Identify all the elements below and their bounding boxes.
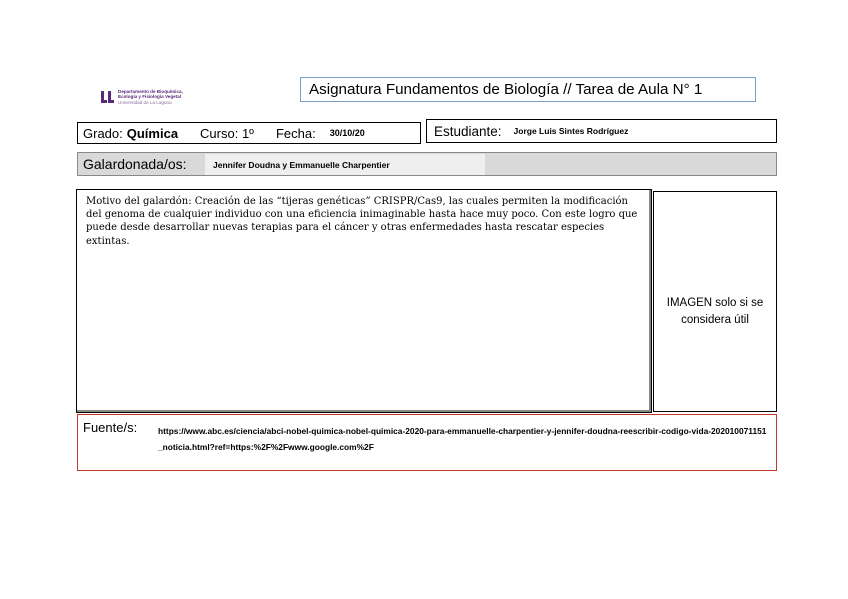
awardees-row: [77, 152, 777, 176]
fecha-value: 30/10/20: [329, 128, 365, 138]
awardees-value: Jennifer Doudna y Emmanuelle Charpentier: [213, 160, 390, 170]
fecha-label: Fecha:: [275, 125, 316, 141]
motive-text: Motivo del galardón: Creación de las “tijeras genéticas” CRISPR/Cas9, las cuales permiten la modificación del genoma de cualquier individuo con una eficiencia inimaginable hasta hace muy poco. Con este logro que puede desde desarrollar nuevas terapias para el cáncer y otras enfermedades hasta rescatar especies extintas.: [76, 189, 652, 413]
image-placeholder-box: [653, 191, 777, 412]
source-label: Fuente/s:: [83, 420, 138, 435]
department-logo: [100, 88, 210, 112]
logo-line-1: Departamento de Bioquímica,: [118, 89, 183, 94]
awardees-label: Galardonada/os:: [83, 156, 187, 172]
awardees-value-box: [205, 154, 485, 175]
logo-line-2: Ecología y Fisiología Vegetal: [118, 94, 182, 100]
grade-row: [77, 122, 421, 144]
grado-value: Química: [126, 125, 179, 141]
grado-label: Grado:: [83, 125, 123, 141]
source-url: https://www.abc.es/ciencia/abci-nobel-quimica-nobel-quimica-2020-para-emmanuelle-charpentier-y-jennifer-doudna-reescribir-codigo-vida-202010071151_noticia.html?ref=https:%2F%2Fwww.google.com%2F: [158, 426, 767, 452]
student-value: Jorge Luis Sintes Rodríguez: [513, 126, 629, 136]
student-field: [426, 119, 777, 143]
curso-label: Curso: 1º: [200, 125, 254, 141]
ull-logo-icon: [100, 90, 116, 104]
subject-title: Asignatura Fundamentos de Biología // Tarea de Aula N° 1: [300, 77, 756, 102]
logo-line-3: Universidad de La Laguna: [118, 99, 172, 105]
student-label: Estudiante:: [434, 123, 502, 139]
image-placeholder-text: IMAGEN solo si se considera útil: [666, 296, 764, 326]
source-box: [77, 414, 777, 471]
logo-text: [118, 89, 183, 105]
